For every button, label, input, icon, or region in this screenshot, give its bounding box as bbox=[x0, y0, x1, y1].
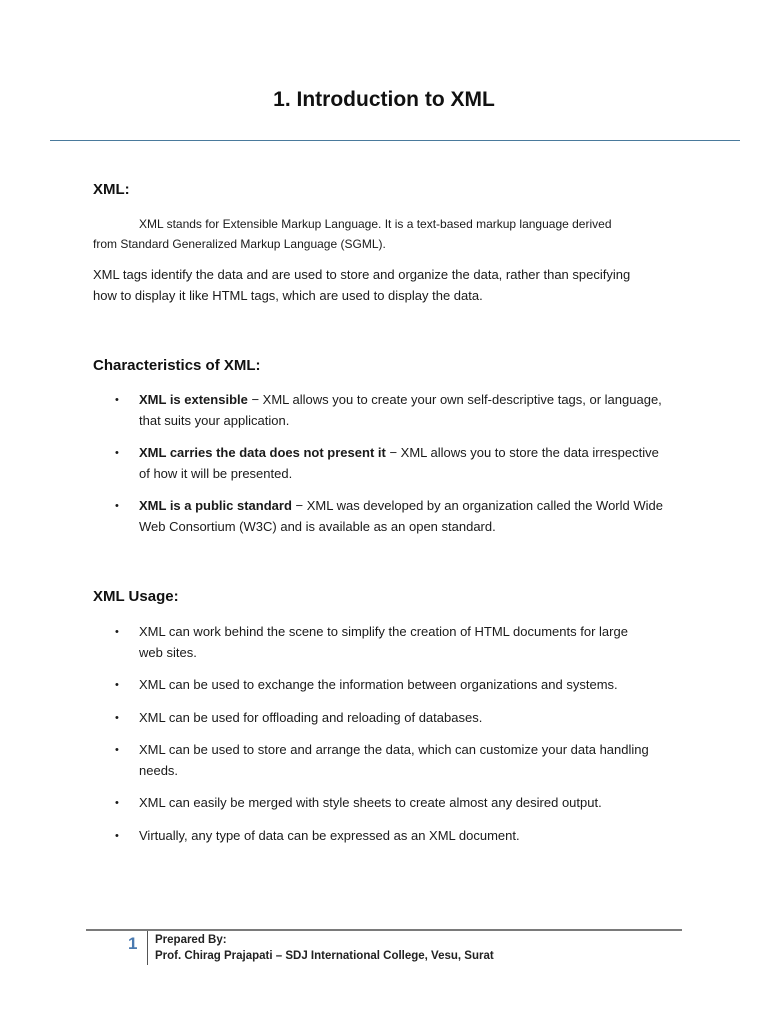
usage-heading: XML Usage: bbox=[93, 588, 179, 605]
item-text: XML can work behind the scene to simplify the creation of HTML documents for large web sites. bbox=[139, 624, 628, 660]
list-item bbox=[93, 826, 653, 847]
xml-definition-line1: XML stands for Extensible Markup Language. It is a text-based markup language derived bbox=[139, 217, 612, 231]
characteristics-list bbox=[93, 390, 673, 537]
bullet-icon: • bbox=[115, 394, 119, 406]
list-item bbox=[93, 496, 673, 537]
item-bold-label: XML is a public standard bbox=[139, 498, 292, 513]
bullet-icon: • bbox=[115, 797, 119, 809]
item-text: XML can easily be merged with style sheets to create almost any desired output. bbox=[139, 795, 602, 810]
bullet-icon: • bbox=[115, 679, 119, 691]
item-text: − XML allows you to create your own self-descriptive tags, or language, that suits your application. bbox=[139, 392, 662, 428]
footer-prepared-by: Prepared By: bbox=[155, 934, 227, 946]
xml-heading: XML: bbox=[93, 181, 130, 198]
bullet-icon: • bbox=[115, 711, 119, 724]
list-item bbox=[93, 740, 653, 781]
list-item bbox=[93, 622, 653, 663]
list-item bbox=[93, 675, 653, 696]
bullet-icon: • bbox=[115, 447, 119, 459]
footer-author: Prof. Chirag Prajapati – SDJ International College, Vesu, Surat bbox=[155, 950, 494, 962]
item-text: XML can be used to store and arrange the data, which can customize your data handling needs. bbox=[139, 742, 649, 778]
footer-divider bbox=[86, 929, 682, 931]
list-item bbox=[93, 708, 653, 729]
page-title: 1. Introduction to XML bbox=[273, 88, 495, 111]
item-text: Virtually, any type of data can be expressed as an XML document. bbox=[139, 827, 520, 843]
xml-definition-paragraph bbox=[93, 214, 693, 254]
item-text: − XML allows you to store the data irrespective of how it will be presented. bbox=[139, 445, 659, 481]
item-text: XML can be used for offloading and reloading of databases. bbox=[139, 709, 483, 725]
bullet-icon: • bbox=[115, 500, 119, 512]
bullet-icon: • bbox=[115, 626, 119, 638]
page-number: 1 bbox=[128, 934, 138, 953]
item-bold-label: XML carries the data does not present it bbox=[139, 445, 386, 460]
list-item bbox=[93, 443, 673, 484]
list-item bbox=[93, 390, 673, 431]
title-divider bbox=[50, 140, 740, 141]
usage-list bbox=[93, 622, 653, 846]
footer-credits bbox=[155, 932, 494, 964]
list-item bbox=[93, 793, 653, 814]
item-text: − XML was developed by an organization called the World Wide Web Consortium (W3C) and is available as an open standard. bbox=[139, 498, 663, 534]
xml-tags-paragraph: XML tags identify the data and are used to store and organize the data, rather than specifying how to display it like HTML tags, which are used to display the data. bbox=[93, 267, 631, 303]
bullet-icon: • bbox=[115, 829, 119, 842]
bullet-icon: • bbox=[115, 744, 119, 756]
xml-definition-line2: from Standard Generalized Markup Language (SGML). bbox=[93, 237, 386, 251]
characteristics-heading: Characteristics of XML: bbox=[93, 357, 261, 374]
item-bold-label: XML is extensible bbox=[139, 392, 248, 407]
footer-vertical-divider bbox=[147, 931, 148, 965]
item-text: XML can be used to exchange the information between organizations and systems. bbox=[139, 677, 618, 692]
